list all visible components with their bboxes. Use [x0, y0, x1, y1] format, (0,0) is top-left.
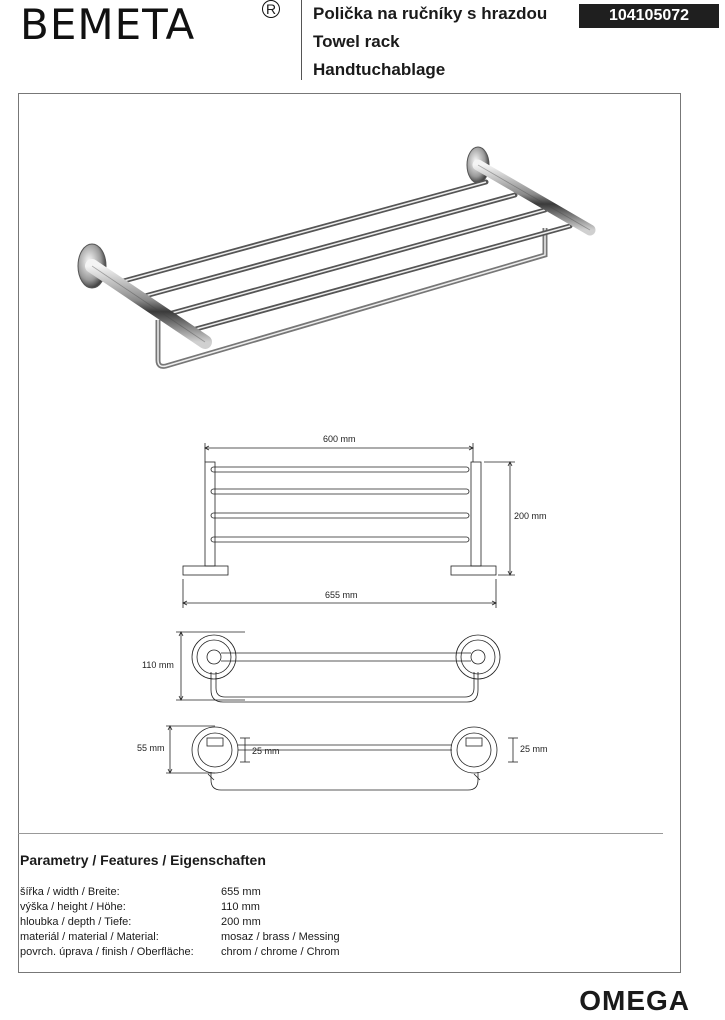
dim-depth: 55 mm	[137, 743, 165, 753]
front-view-drawing	[183, 443, 515, 608]
spec-label: povrch. úprava / finish / Oberfläche:	[20, 946, 194, 958]
specs-title: Parametry / Features / Eigenschaften	[20, 852, 266, 868]
section-divider	[18, 833, 663, 834]
dim-top-width: 600 mm	[323, 434, 356, 444]
dim-side-height: 110 mm	[142, 660, 174, 670]
title-german: Handtuchablage	[313, 60, 446, 79]
title-english: Towel rack	[313, 32, 400, 51]
spec-label: hloubka / depth / Tiefe:	[20, 916, 132, 928]
dim-rod-left: 25 mm	[252, 746, 280, 756]
spec-value: 110 mm	[221, 901, 260, 913]
spec-value: chrom / chrome / Chrom	[221, 946, 340, 958]
spec-label: šířka / width / Breite:	[20, 886, 120, 898]
product-code: 104105072	[579, 4, 719, 28]
dim-height: 200 mm	[514, 511, 547, 521]
side-view-drawing	[176, 632, 500, 702]
title-czech: Polička na ručníky s hrazdou	[313, 4, 548, 23]
top-view-drawing	[166, 726, 518, 790]
dim-bottom-width: 655 mm	[325, 590, 358, 600]
spec-value: mosaz / brass / Messing	[221, 931, 340, 943]
spec-value: 200 mm	[221, 916, 261, 928]
series-name: OMEGA	[579, 985, 690, 1016]
dim-rod-right: 25 mm	[520, 744, 548, 754]
spec-label: výška / height / Höhe:	[20, 901, 126, 913]
product-illustration	[78, 147, 590, 366]
registered-mark: R	[262, 0, 280, 18]
brand-logo: BEMETA	[20, 0, 196, 49]
spec-label: materiál / material / Material:	[20, 931, 159, 943]
spec-value: 655 mm	[221, 886, 261, 898]
